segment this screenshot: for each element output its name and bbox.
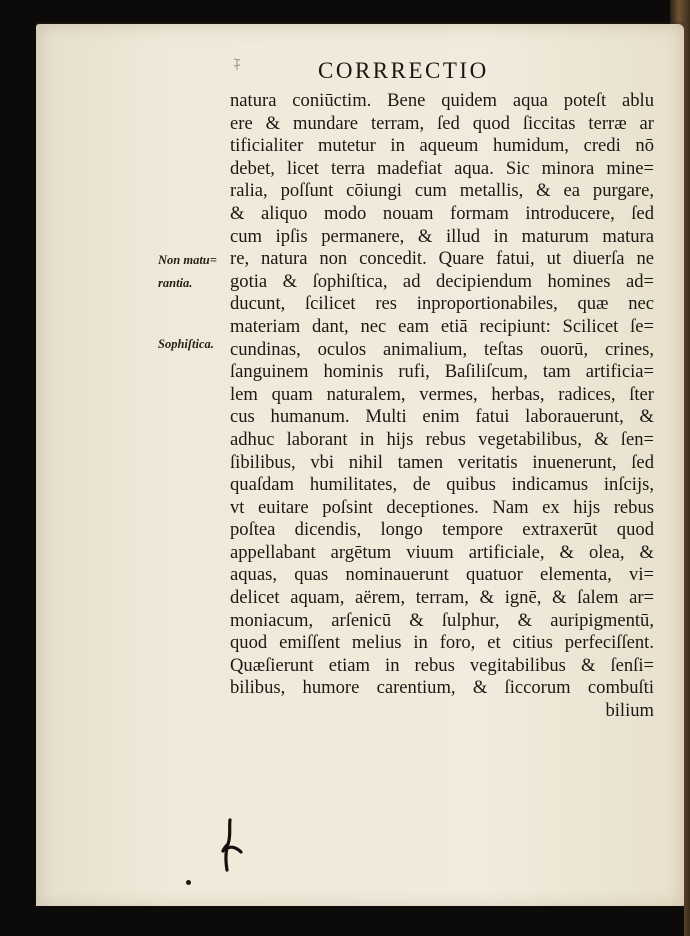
text-line: & aliquo modo nouam formam introducere, ſed bbox=[230, 202, 654, 224]
text-line: ralia, poſſunt cōiungi cum metallis, & ea purgare, bbox=[230, 180, 654, 202]
body-text bbox=[230, 90, 654, 723]
ink-dot bbox=[186, 880, 191, 885]
marginal-line: rantia. bbox=[158, 275, 193, 290]
marginal-note-non-maturantia bbox=[158, 249, 217, 294]
text-line: cus humanum. Multi enim fatui laborauerunt, & bbox=[230, 406, 654, 428]
running-title: CORRRECTIO bbox=[318, 58, 489, 83]
text-line: vt euitare poſsint deceptiones. Nam ex hijs rebus bbox=[230, 496, 654, 518]
text-line: natura coniūctim. Bene quidem aqua poteſt ablu bbox=[230, 90, 654, 111]
marginal-line: Non matu= bbox=[158, 253, 217, 267]
text-line: cum ipſis permanere, & illud in maturum matura bbox=[230, 225, 654, 247]
text-line: quod emiſſent melius in foro, et citius perfeciſſent. bbox=[230, 632, 654, 654]
text-line: bilibus, humore carentium, & ſiccorum combuſti bbox=[230, 677, 654, 699]
text-line: appellabant argētum viuum artificiale, & olea, & bbox=[230, 541, 654, 563]
text-line: adhuc laborant in hijs rebus vegetabilibus, & ſen= bbox=[230, 428, 654, 450]
text-line: Quæſierunt etiam in rebus vegitabilibus & ſenſi= bbox=[230, 654, 654, 676]
text-line: poſtea dicendis, longo tempore extraxerūt quod bbox=[230, 519, 654, 541]
text-line: ducunt, ſcilicet res inproportionabiles, quæ nec bbox=[230, 293, 654, 315]
text-line: materiam dant, nec eam etiā recipiunt: Scilicet ſe= bbox=[230, 315, 654, 337]
marginal-line: Sophiſtica. bbox=[158, 337, 214, 351]
stain-mark bbox=[232, 58, 242, 72]
text-line: ſanguinem hominis rufi, Baſiliſcum, tam artificia= bbox=[230, 361, 654, 383]
marginal-note-sophistica bbox=[158, 333, 214, 356]
text-line: moniacum, arſenicū & ſulphur, & auripigmentū, bbox=[230, 609, 654, 631]
catchword: bilium bbox=[605, 700, 654, 722]
text-line: debet, licet terra madefiat aqua. Sic minora mine= bbox=[230, 157, 654, 179]
text-line: cundinas, oculos animalium, teſtas ouorū, crines, bbox=[230, 338, 654, 360]
text-line: re, natura non concedit. Quare fatui, ut diuerſa ne bbox=[230, 248, 654, 270]
text-line: quaſdam humilitates, de quibus indicamus inſcijs, bbox=[230, 474, 654, 496]
page-bottom-edge bbox=[36, 906, 684, 936]
text-line: gotia & ſophiſtica, ad decipiendum homines ad= bbox=[230, 270, 654, 292]
ink-mark-icon bbox=[220, 818, 244, 874]
text-line: lem quam naturalem, vermes, herbas, radices, ſter bbox=[230, 383, 654, 405]
text-line: tificialiter mutetur in aqueum humidum, credi nō bbox=[230, 135, 654, 157]
text-line: ere & mundare terram, ſed quod ſiccitas terræ ar bbox=[230, 112, 654, 134]
text-line: delicet aquam, aërem, terram, & ignē, & ſalem ar= bbox=[230, 587, 654, 609]
text-line: aquas, quas nominauerunt quatuor elementa, vi= bbox=[230, 564, 654, 586]
text-line: ſibilibus, vbi nihil tamen veritatis inuenerunt, ſed bbox=[230, 451, 654, 473]
